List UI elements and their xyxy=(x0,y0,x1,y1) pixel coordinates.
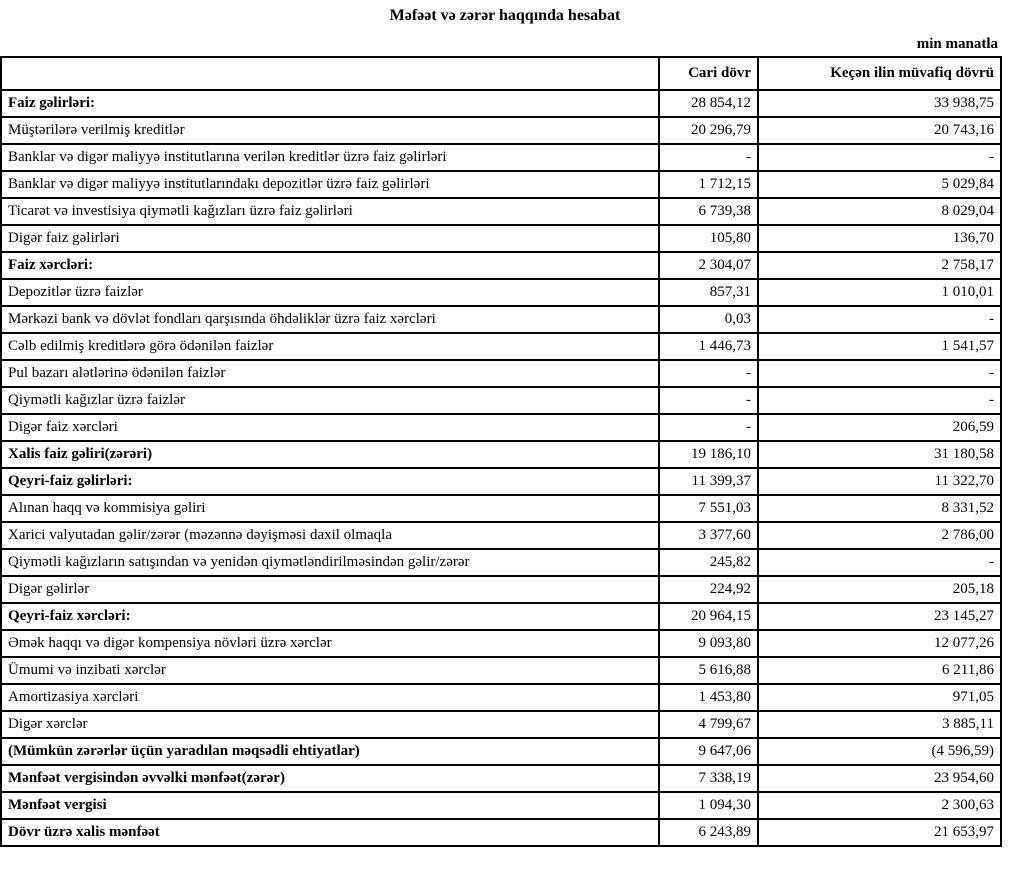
previous-period-value-cell: 11 322,70 xyxy=(758,468,1001,495)
current-period-value-cell: 6 739,38 xyxy=(659,198,758,225)
row-label-cell: (Mümkün zərərlər üçün yaradılan məqsədli ehtiyatlar) xyxy=(1,738,659,765)
previous-period-value-cell: - xyxy=(758,549,1001,576)
row-label-cell: Dövr üzrə xalis mənfəət xyxy=(1,819,659,846)
table-row xyxy=(1,144,1001,171)
row-label-cell: Qiymətli kağızların satışından və yenidən qiymətləndirilməsindən gəlir/zərər xyxy=(1,549,659,576)
table-row xyxy=(1,90,1001,117)
page-title: Məfəət və zərər haqqında hesabat xyxy=(389,7,621,24)
header-row xyxy=(1,57,1001,90)
table-body xyxy=(1,90,1001,846)
row-label-cell: Xalis faiz gəliri(zərəri) xyxy=(1,441,659,468)
row-label-cell: Pul bazarı alətlərinə ödənilən faizlər xyxy=(1,360,659,387)
row-label-cell: Digər faiz gəlirləri xyxy=(1,225,659,252)
row-label-cell: Digər faiz xərcləri xyxy=(1,414,659,441)
previous-period-value-cell: - xyxy=(758,387,1001,414)
table-row xyxy=(1,225,1001,252)
row-label-cell: Alınan haqq və kommisiya gəliri xyxy=(1,495,659,522)
table-row xyxy=(1,630,1001,657)
row-label-cell: Faiz xərcləri: xyxy=(1,252,659,279)
table-row xyxy=(1,387,1001,414)
row-label-cell: Qeyri-faiz xərcləri: xyxy=(1,603,659,630)
previous-period-value-cell: 21 653,97 xyxy=(758,819,1001,846)
current-period-value-cell: 245,82 xyxy=(659,549,758,576)
row-label-cell: Digər gəlirlər xyxy=(1,576,659,603)
current-period-value-cell: 0,03 xyxy=(659,306,758,333)
current-period-value-cell: 224,92 xyxy=(659,576,758,603)
table-row xyxy=(1,117,1001,144)
unit-note: min manatla xyxy=(916,36,998,52)
previous-period-value-cell: 3 885,11 xyxy=(758,711,1001,738)
current-period-value-cell: 20 964,15 xyxy=(659,603,758,630)
table-row xyxy=(1,171,1001,198)
current-period-value-cell: - xyxy=(659,144,758,171)
previous-period-value-cell: 12 077,26 xyxy=(758,630,1001,657)
row-label-cell: Cəlb edilmiş kreditlərə görə ödənilən faizlər xyxy=(1,333,659,360)
previous-period-value-cell: 971,05 xyxy=(758,684,1001,711)
previous-period-value-cell: 31 180,58 xyxy=(758,441,1001,468)
previous-period-value-cell: 8 029,04 xyxy=(758,198,1001,225)
table-row xyxy=(1,522,1001,549)
previous-period-value-cell: 2 786,00 xyxy=(758,522,1001,549)
row-label-cell: Banklar və digər maliyyə institutlarındakı depozitlər üzrə faiz gəlirləri xyxy=(1,171,659,198)
table-row xyxy=(1,549,1001,576)
row-label-cell: Banklar və digər maliyyə institutlarına verilən kreditlər üzrə faiz gəlirləri xyxy=(1,144,659,171)
table-row xyxy=(1,495,1001,522)
table-row xyxy=(1,306,1001,333)
previous-period-value-cell: 205,18 xyxy=(758,576,1001,603)
table-row xyxy=(1,657,1001,684)
row-label-cell: Qeyri-faiz gəlirləri: xyxy=(1,468,659,495)
current-period-value-cell: - xyxy=(659,387,758,414)
table-row xyxy=(1,792,1001,819)
current-period-value-cell: 6 243,89 xyxy=(659,819,758,846)
row-label-cell: Mənfəət vergisi xyxy=(1,792,659,819)
previous-period-value-cell: 1 010,01 xyxy=(758,279,1001,306)
current-period-value-cell: 3 377,60 xyxy=(659,522,758,549)
table-row xyxy=(1,738,1001,765)
table-row xyxy=(1,414,1001,441)
current-period-value-cell: 20 296,79 xyxy=(659,117,758,144)
current-period-value-cell: 5 616,88 xyxy=(659,657,758,684)
previous-period-value-cell: 5 029,84 xyxy=(758,171,1001,198)
previous-period-value-cell: - xyxy=(758,144,1001,171)
row-label-cell: Depozitlər üzrə faizlər xyxy=(1,279,659,306)
table-row xyxy=(1,333,1001,360)
previous-period-value-cell: 136,70 xyxy=(758,225,1001,252)
current-period-value-cell: 2 304,07 xyxy=(659,252,758,279)
current-period-value-cell: 7 551,03 xyxy=(659,495,758,522)
current-period-value-cell: 1 446,73 xyxy=(659,333,758,360)
row-label-cell: Qiymətli kağızlar üzrə faizlər xyxy=(1,387,659,414)
current-period-value-cell: 28 854,12 xyxy=(659,90,758,117)
table-row xyxy=(1,603,1001,630)
table-row xyxy=(1,360,1001,387)
table-row xyxy=(1,468,1001,495)
current-period-value-cell: 4 799,67 xyxy=(659,711,758,738)
current-period-value-cell: 9 647,06 xyxy=(659,738,758,765)
row-label-cell: Əmək haqqı və digər kompensiya növləri üzrə xərclər xyxy=(1,630,659,657)
table-row xyxy=(1,252,1001,279)
previous-period-value-cell: 206,59 xyxy=(758,414,1001,441)
column-header-current-period: Cari dövr xyxy=(659,57,758,90)
row-label-cell: Digər xərclər xyxy=(1,711,659,738)
current-period-value-cell: - xyxy=(659,360,758,387)
table-header xyxy=(1,57,1001,90)
current-period-value-cell: 11 399,37 xyxy=(659,468,758,495)
current-period-value-cell: 1 094,30 xyxy=(659,792,758,819)
column-header-empty xyxy=(1,57,659,90)
previous-period-value-cell: 1 541,57 xyxy=(758,333,1001,360)
previous-period-value-cell: 33 938,75 xyxy=(758,90,1001,117)
current-period-value-cell: 857,31 xyxy=(659,279,758,306)
current-period-value-cell: 7 338,19 xyxy=(659,765,758,792)
previous-period-value-cell: (4 596,59) xyxy=(758,738,1001,765)
row-label-cell: Ümumi və inzibati xərclər xyxy=(1,657,659,684)
row-label-cell: Amortizasiya xərcləri xyxy=(1,684,659,711)
previous-period-value-cell: 2 758,17 xyxy=(758,252,1001,279)
current-period-value-cell: - xyxy=(659,414,758,441)
previous-period-value-cell: 20 743,16 xyxy=(758,117,1001,144)
table-row xyxy=(1,279,1001,306)
previous-period-value-cell: 6 211,86 xyxy=(758,657,1001,684)
row-label-cell: Ticarət və investisiya qiymətli kağızları üzrə faiz gəlirləri xyxy=(1,198,659,225)
table-row xyxy=(1,441,1001,468)
table-row xyxy=(1,711,1001,738)
row-label-cell: Faiz gəlirləri: xyxy=(1,90,659,117)
table-row xyxy=(1,765,1001,792)
table-row xyxy=(1,198,1001,225)
income-statement-table xyxy=(0,56,1002,847)
table-row xyxy=(1,684,1001,711)
row-label-cell: Mərkəzi bank və dövlət fondları qarşısında öhdəliklər üzrə faiz xərcləri xyxy=(1,306,659,333)
current-period-value-cell: 1 453,80 xyxy=(659,684,758,711)
current-period-value-cell: 105,80 xyxy=(659,225,758,252)
current-period-value-cell: 19 186,10 xyxy=(659,441,758,468)
table-row xyxy=(1,819,1001,846)
current-period-value-cell: 9 093,80 xyxy=(659,630,758,657)
previous-period-value-cell: - xyxy=(758,306,1001,333)
previous-period-value-cell: 2 300,63 xyxy=(758,792,1001,819)
previous-period-value-cell: - xyxy=(758,360,1001,387)
previous-period-value-cell: 23 954,60 xyxy=(758,765,1001,792)
previous-period-value-cell: 23 145,27 xyxy=(758,603,1001,630)
column-header-previous-period: Keçən ilin müvafiq dövrü xyxy=(758,57,1001,90)
row-label-cell: Müştərilərə verilmiş kreditlər xyxy=(1,117,659,144)
table-row xyxy=(1,576,1001,603)
previous-period-value-cell: 8 331,52 xyxy=(758,495,1001,522)
row-label-cell: Mənfəət vergisindən əvvəlki mənfəət(zərər) xyxy=(1,765,659,792)
current-period-value-cell: 1 712,15 xyxy=(659,171,758,198)
row-label-cell: Xarici valyutadan gəlir/zərər (məzənnə dəyişməsi daxil olmaqla xyxy=(1,522,659,549)
